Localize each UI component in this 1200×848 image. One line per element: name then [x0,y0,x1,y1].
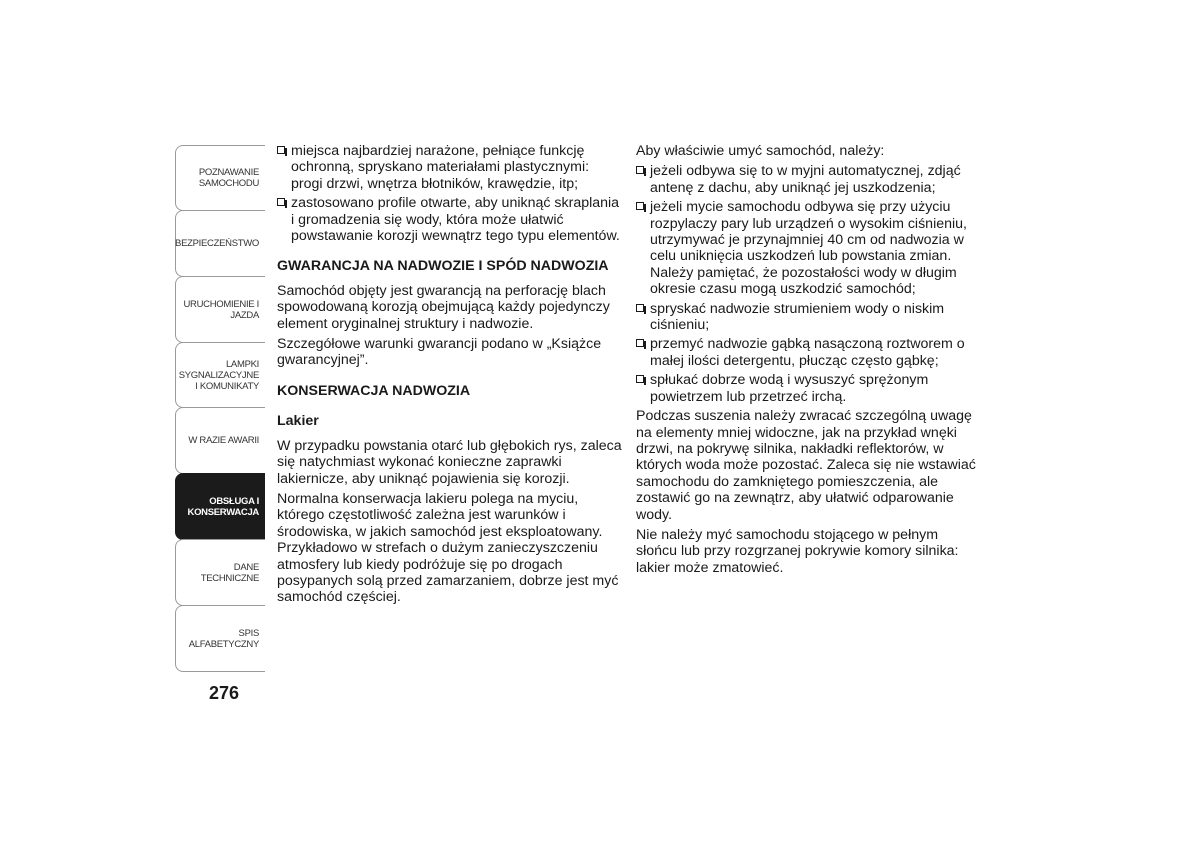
tab-label: BEZPIECZEŃSTWO [175,238,259,249]
list-item-text: spryskać nadwozie strumieniem wody o niskim ciśnieniu; [650,300,945,334]
list-item [636,336,981,369]
list-item [277,195,622,244]
tab-label: SPIS ALFABETYCZNY [188,627,259,650]
tab-dane-techniczne[interactable] [175,539,265,606]
tab-label: W RAZIE AWARII [188,435,259,446]
list-item-text: przemyć nadwozie gąbką nasączoną roztworem o małej ilości detergentu, płucząc często gąbkę; [650,336,965,369]
paragraph: Nie należy myć samochodu stojącego w pełnym słońcu lub przy rozgrzanej pokrywie komory silnika: lakier może zmatowieć. [636,526,959,576]
list-item [636,163,981,196]
list-item-text: miejsca najbardziej narażone, pełniące funkcję ochronną, spryskano materiałami plastycznymi: progi drzwi, wnętrza błotników, krawędzie, itp; [291,143,590,192]
subheading-paint: Lakier [277,413,319,430]
tab-lampki-sygnalizacyjne[interactable] [175,342,265,408]
list-item-text: jeżeli mycie samochodu odbywa się przy użyciu rozpylaczy pary lub urządzeń o wysokim ciśnieniu, utrzymywać je przynajmniej 40 cm od nadwozia w celu uniknięcia uszkodzeń lub powstania zmian. Należy pamiętać, że pozostałości wody w długim okresie czasu mogą uszkodzić samochód; [650,199,967,298]
list-item-text: jeżeli odbywa się to w myjni automatycznej, zdjąć antenę z dachu, aby uniknąć jej uszkodzenia; [650,163,961,196]
paragraph: Aby właściwie umyć samochód, należy: [636,143,885,159]
tab-label: DANE TECHNICZNE [200,561,259,584]
paragraph: Samochód objęty jest gwarancją na perforację blach spowodowaną korozją obejmującą każdy pojedynczy element oryginalnej struktury i nadwozie. [277,282,610,332]
section-heading-warranty: GWARANCJA NA NADWOZIE I SPÓD NADWOZIA [277,258,609,275]
tab-spis-alfabetyczny[interactable] [175,605,265,672]
list-item [636,372,981,405]
tab-label: URUCHOMIENIE I JAZDA [183,298,259,321]
tab-obsluga-i-konserwacja[interactable] [175,473,265,540]
tab-uruchomienie-i-jazda[interactable] [175,276,265,343]
left-column [277,143,622,610]
list-item [277,143,622,192]
page-number: 276 [209,683,240,703]
tab-label: OBSŁUGA I KONSERWACJA [187,495,259,518]
list-item [636,199,981,297]
checkbox-bullet-icon [636,166,644,174]
checkbox-bullet-icon [277,198,285,206]
tab-w-razie-awarii[interactable] [175,407,265,474]
paragraph: Podczas suszenia należy zwracać szczególną uwagę na elementy mniej widoczne, jak na przykład wnęki drzwi, na pokrywę silnika, nakładki reflektorów, w których woda może pozostać. Zaleca się nie wstawiać samochodu do zamkniętego pomieszczenia, ale zostawić go na zewnątrz, aby ułatwić odparowanie wody. [636,408,976,523]
chapter-sidebar [175,145,265,671]
checkbox-bullet-icon [277,146,285,154]
checkbox-bullet-icon [636,202,644,210]
list-item-text: spłukać dobrze wodą i wysuszyć sprężonym powietrzem lub przetrzeć irchą. [650,372,929,405]
list-item-text: zastosowano profile otwarte, aby uniknąć skraplania i gromadzenia się wody, która może ułatwić powstawanie korozji wewnątrz tego typu elementów. [291,195,620,245]
tab-bezpieczenstwo[interactable] [175,210,265,277]
section-heading-conservation: KONSERWACJA NADWOZIA [277,382,471,399]
checkbox-bullet-icon [636,375,644,383]
paragraph: Szczegółowe warunki gwarancji podano w „Książce gwarancyjnej”. [277,336,602,369]
paragraph: W przypadku powstania otarć lub głębokich rys, zaleca się natychmiast wykonać konieczne zaprawki lakiernicze, aby uniknąć pojawienia się korozji. [277,437,622,487]
list-item [636,301,981,334]
tab-label: POZNAWANIE SAMOCHODU [198,167,259,189]
paragraph: Normalna konserwacja lakieru polega na myciu, którego częstotliwość zależna jest warunków i środowiska, w jakich samochód jest eksploatowany. Przykładowo w strefach o dużym zanieczyszczeniu atmosfery lub kiedy podróżuje się po drogach posypanych solą przed zamarzaniem, dobrze jest myć samochód częściej. [277,490,619,606]
tab-label: LAMPKI SYGNALIZACYJNE I KOMUNIKATY [178,358,259,392]
checkbox-bullet-icon [636,304,644,312]
tab-poznawanie-samochodu[interactable] [175,145,265,211]
checkbox-bullet-icon [636,339,644,347]
right-column [636,143,981,580]
